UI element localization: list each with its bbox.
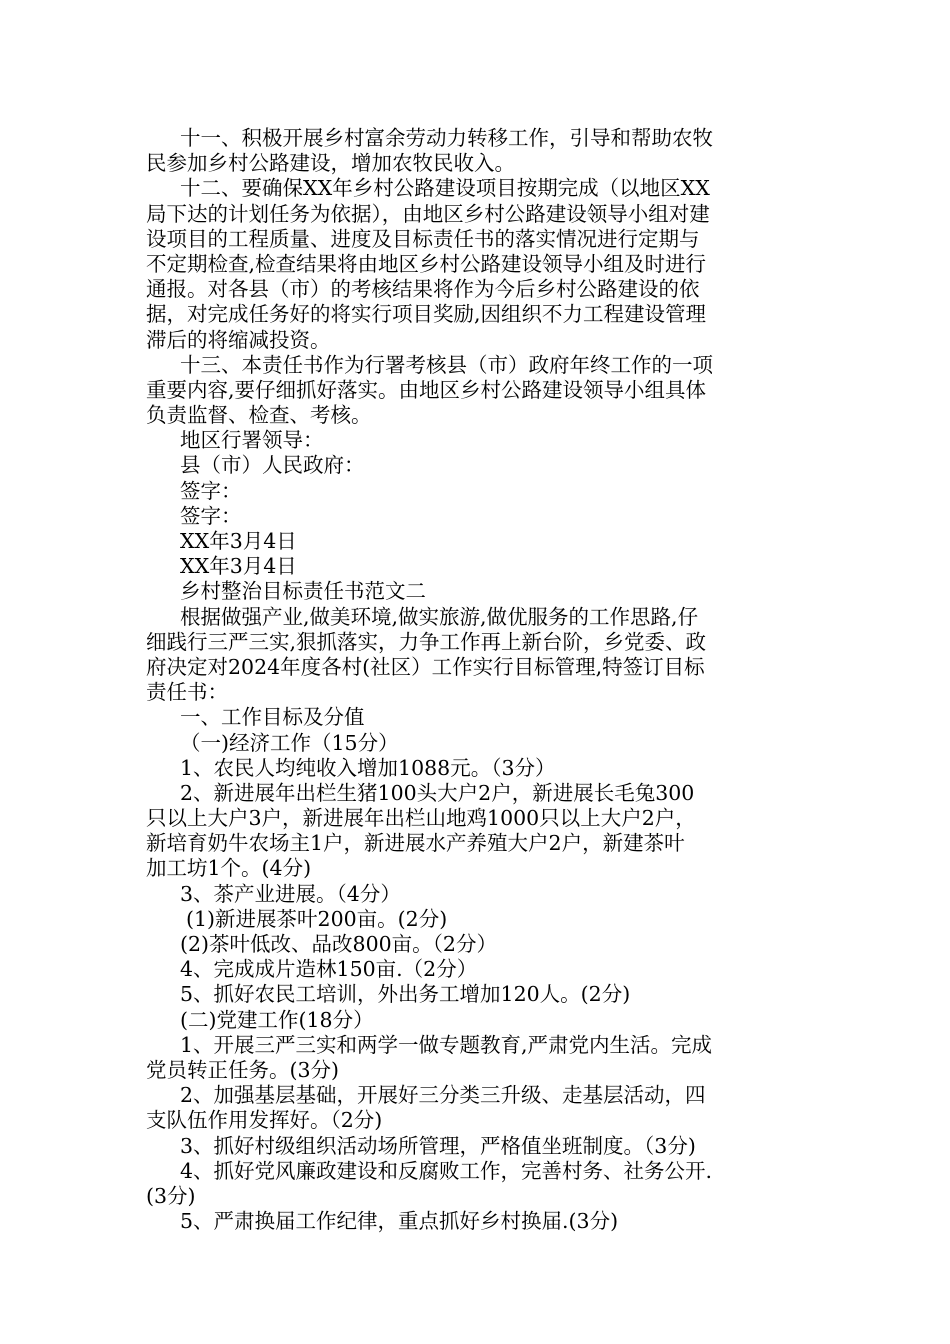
text-line: 负责监督、检查、考核。 [146,403,372,428]
text-line: 新培育奶牛农场主1户，新进展水产养殖大户2户，新建茶叶 [146,831,685,856]
text-line: （一)经济工作（15分） [180,730,399,755]
text-line: 签字： [180,478,242,503]
text-line: (2)茶叶低改、品改800亩。（2分） [180,932,497,956]
text-line: 十二、要确保XX年乡村公路建设项目按期完成（以地区XX [180,176,710,201]
text-line: 局下达的计划任务为依据），由地区乡村公路建设领导小组对建 [146,201,710,226]
text-line: 3、茶产业进展。（4分） [180,881,401,906]
text-line: 4、完成成片造林150亩.（2分） [180,957,478,982]
text-line: 党员转正任务。(3分) [146,1057,340,1082]
text-line: 只以上大户3户，新进展年出栏山地鸡1000只以上大户2户， [146,806,696,831]
document-body [146,126,806,1234]
text-line: 加工坊1个。(4分) [146,856,312,881]
text-line: 支队伍作用发挥好。（2分) [146,1108,383,1133]
text-line: 通报。对各县（市）的考核结果将作为今后乡村公路建设的依 [146,277,700,302]
text-line: 4、抓好党风廉政建设和反腐败工作，完善村务、社务公开. [180,1158,713,1183]
text-line: 3、抓好村级组织活动场所管理，严格值坐班制度。（3分) [180,1133,696,1158]
text-line: 不定期检查,检查结果将由地区乡村公路建设领导小组及时进行 [146,251,707,276]
text-line: 细践行三严三实,狠抓落实，力争工作再上新台阶，乡党委、政 [146,629,707,654]
text-line: 签字： [180,503,242,528]
text-line: (3分) [146,1183,196,1208]
text-line: 县（市）人民政府： [180,453,365,478]
text-line: (二)党建工作(18分） [180,1007,374,1032]
text-line: 滞后的将缩减投资。 [146,327,331,352]
text-line: 十一、积极开展乡村富余劳动力转移工作，引导和帮助农牧 [180,126,713,150]
text-line: 民参加乡村公路建设，增加农牧民收入。 [146,151,515,176]
text-line: 乡村整治目标责任书范文二 [180,579,426,604]
text-line: 根据做强产业,做美环境,做实旅游,做优服务的工作思路,仔 [180,604,699,629]
text-line: 2、新进展年出栏生猪100头大户2户，新进展长毛兔300 [180,780,695,805]
text-line: 据，对完成任务好的将实行项目奖励,因组织不力工程建设管理 [146,302,707,327]
text-line: XX年3月4日 [180,554,297,579]
text-line: 1、农民人均纯收入增加1088元。（3分） [180,755,556,780]
text-line: (1)新进展茶叶200亩。(2分) [186,906,448,931]
text-line: 重要内容,要仔细抓好落实。由地区乡村公路建设领导小组具体 [146,377,707,402]
text-line: 十三、本责任书作为行署考核县（市）政府年终工作的一项 [180,352,713,377]
text-line: 5、抓好农民工培训，外出务工增加120人。(2分) [180,982,631,1007]
text-line: 2、加强基层基础，开展好三分类三升级、走基层活动，四 [180,1083,706,1108]
text-line: XX年3月4日 [180,529,297,553]
text-line: 地区行署领导： [180,428,324,453]
text-line: 府决定对2024年度各村(社区）工作实行目标管理,特签订目标 [146,654,705,679]
text-line: 责任书： [146,680,228,705]
text-line: 一、工作目标及分值 [180,705,365,730]
text-line: 1、开展三严三实和两学一做专题教育,严肃党内生活。完成 [180,1032,713,1057]
text-line: 设项目的工程质量、进度及目标责任书的落实情况进行定期与 [146,226,700,251]
text-line: 5、严肃换届工作纪律，重点抓好乡村换届.(3分) [180,1209,619,1234]
